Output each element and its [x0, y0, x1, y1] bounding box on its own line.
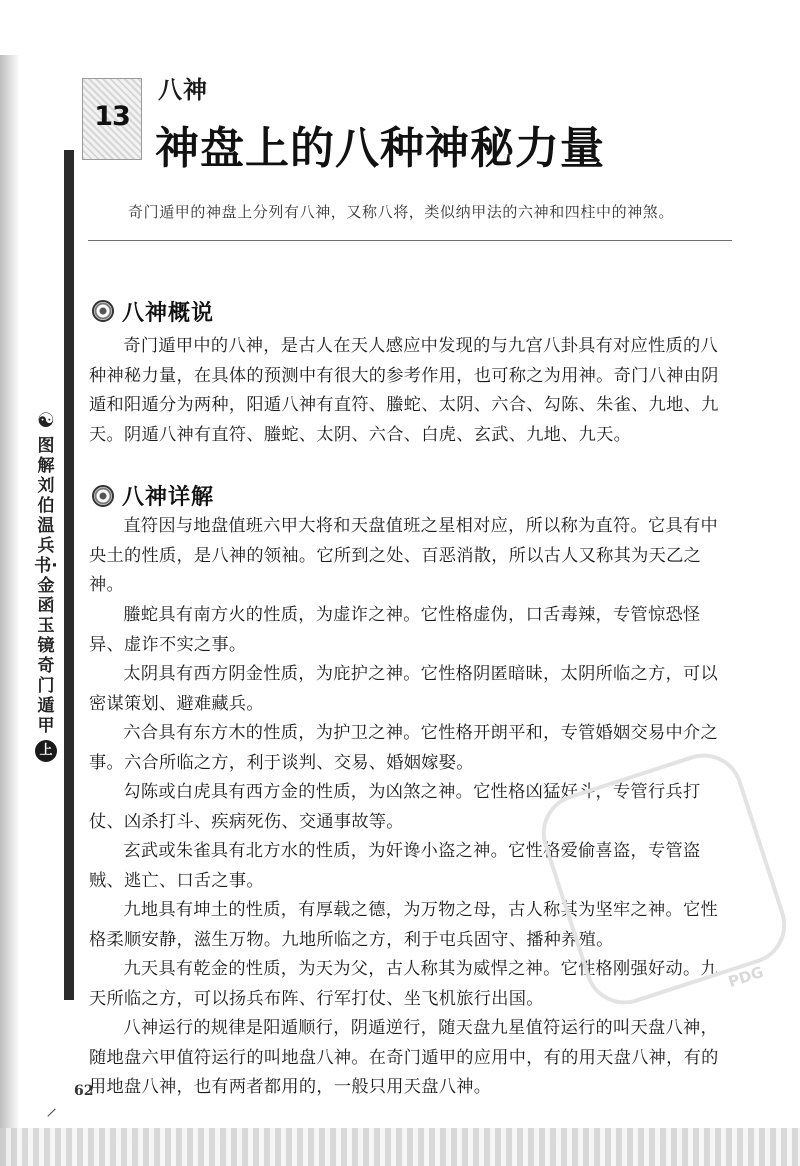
detail-paragraph-taiyin: 太阴具有西方阴金性质，为庇护之神。它性格阴匿暗昧，太阴所临之方，可以密谋策划、避难藏兵。: [89, 664, 718, 714]
scan-bottom-edge: [0, 1128, 800, 1166]
detail-paragraph-xuanwu: 玄武或朱雀具有北方水的性质，为奸谗小盗之神。它性格爱偷喜盗，专管盗贼、逃亡、口舌之事。: [89, 841, 701, 891]
section-bullet-icon: [92, 300, 114, 322]
page-number: 62: [74, 1083, 94, 1099]
chapter-title: 神盘上的八种神秘力量: [155, 123, 605, 174]
detail-paragraph-zhifu: 直符因与地盘值班六甲大将和天盘值班之星相对应，所以称为直符。它具有中央土的性质，是八神的领袖。它所到之处、百恶消散，所以古人又称其为天乙之神。: [89, 516, 718, 595]
detail-paragraph-liuhe: 六合具有东方木的性质，为护卫之神。它性格开朗平和，专管婚姻交易中介之事。六合所临之方，利于谈判、交易、婚姻嫁娶。: [89, 723, 718, 773]
overview-paragraph: 奇门遁甲中的八神，是古人在天人感应中发现的与九宫八卦具有对应性质的八种神秘力量，在具体的预测中有很大的参考作用，也可称之为用神。奇门八神由阴遁和阳遁分为两种，阳遁八神有直符、螣蛇、太阴、六合、勾陈、朱雀、九地、九天。阴遁八神有直符、螣蛇、太阴、六合、白虎、玄武、九地、九天。: [89, 336, 719, 445]
section-title-details: 八神详解: [122, 485, 215, 510]
chapter-number: 13: [94, 101, 130, 132]
scan-edge-shadow: [0, 55, 20, 1166]
detail-paragraph-jiudi: 九地具有坤土的性质，有厚载之德，为万物之母，古人称其为坚牢之神。它性格柔顺安静，滋生万物。九地所临之方，利于屯兵固守、播种养殖。: [89, 900, 718, 950]
page-top-margin: [0, 0, 800, 62]
volume-badge: 上部: [35, 740, 57, 762]
section-bullet-icon: [92, 485, 114, 507]
section-title-overview: 八神概说: [122, 301, 215, 326]
taiji-icon: ☯: [37, 408, 55, 432]
running-book-title: [34, 410, 58, 781]
book-title-vertical: 图解刘伯温兵书·金函玉镜奇门遁甲: [34, 436, 58, 736]
header-divider: [88, 240, 732, 241]
detail-paragraph-tengshe: 螣蛇具有南方火的性质，为虚诈之神。它性格虚伪，口舌毒辣，专管惊恐怪异、虚诈不实之事。: [89, 605, 701, 655]
chapter-number-box: [82, 78, 142, 160]
detail-paragraph-jiutian: 九天具有乾金的性质，为天为父，古人称其为威悍之神。它性格刚强好动。九天所临之方，可以扬兵布阵、行军打仗、坐飞机旅行出国。: [89, 959, 718, 1009]
chapter-intro: 奇门遁甲的神盘上分列有八神，又称八将，类似纳甲法的六神和四柱中的神煞。: [128, 203, 675, 221]
chapter-spine-bar: [64, 150, 74, 1000]
chapter-kicker: 八神: [158, 76, 208, 104]
page-corner-ornament: ⸝: [46, 1096, 58, 1121]
watermark-pdg: PDG: [726, 962, 766, 992]
detail-paragraph-rules: 八神运行的规律是阳遁顺行，阴遁逆行，随天盘九星值符运行的叫天盘八神，随地盘六甲值符运行的叫地盘八神。在奇门遁甲的应用中，有的用天盘八神，有的用地盘八神，也有两者都用的，一般只用天盘八神。: [89, 1018, 719, 1097]
detail-paragraph-gouchen: 勾陈或白虎具有西方金的性质，为凶煞之神。它性格凶猛好斗，专管行兵打仗、凶杀打斗、疾病死伤、交通事故等。: [89, 782, 701, 832]
